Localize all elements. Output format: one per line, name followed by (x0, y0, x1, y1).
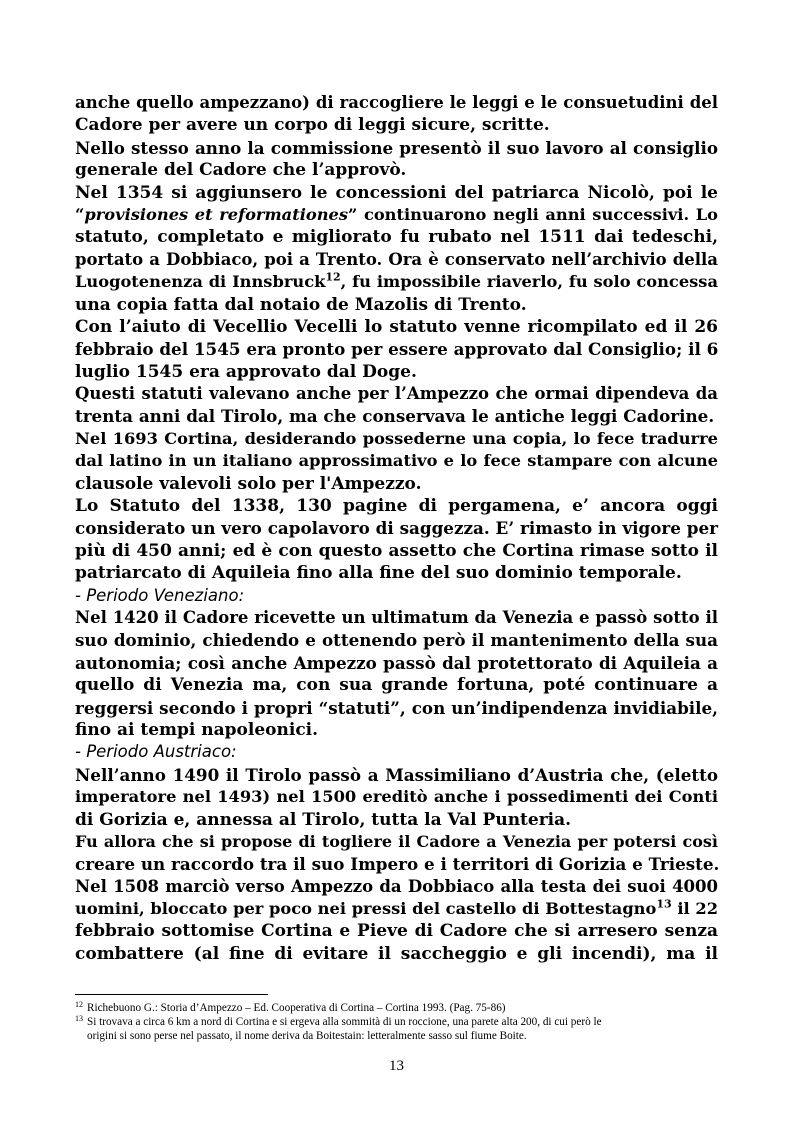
text-line: generale del Cadore che l’approvò. (75, 160, 407, 181)
text-line: Nell’anno 1490 il Tirolo passò a Massimiliano d’Austria che, (eletto (75, 764, 718, 785)
footnote-reference[interactable]: 12 (325, 270, 341, 284)
text-line: suo dominio, chiedendo e ottenendo però il mantenimento della sua (75, 630, 718, 651)
italic-phrase: provisiones et reformationes (84, 204, 349, 224)
page-number: 13 (389, 1058, 404, 1074)
text-line: Questi statuti valevano anche per l’Ampezzo che ormai dipendeva da (75, 384, 718, 404)
text-segment: Luogotenenza di Innsbruck (75, 272, 326, 292)
text-line: febbraio del 1545 era pronto per essere approvato dal Consiglio; il 6 (75, 339, 719, 360)
text-line: quello di Venezia ma, con sua grande fortuna, poté continuare a (75, 675, 718, 696)
text-line: reggersi secondo i propri “statuti”, con un’indipendenza invidiabile, (75, 697, 718, 718)
text-line: anche quello ampezzano) di raccogliere le leggi e le consuetudini del (75, 93, 718, 112)
text-segment: uomini, bloccato per poco nei pressi del castello di Bottestagno (75, 899, 657, 919)
text-line (75, 271, 718, 293)
footnote-text: Si trovava a circa 6 km a nord di Cortina e si ergeva alla sommità di un roccione, una parete alta 200, di cui però le (87, 1016, 602, 1028)
footnotes (75, 1001, 725, 1043)
text-line: una copia fatta dal notaio de Mazolis di Trento. (75, 294, 527, 315)
text-line: clausole valevoli solo per l'Ampezzo. (75, 473, 422, 494)
text-line: Nello stesso anno la commissione presentò il suo lavoro al consiglio (75, 137, 718, 158)
main-text (75, 92, 718, 965)
text-line: Fu allora che si propose di togliere il Cadore a Venezia per potersi così (75, 831, 718, 851)
text-line: Nel 1420 il Cadore ricevette un ultimatum da Venezia e passò sotto il (75, 607, 718, 627)
text-line: Nel 1508 marciò verso Ampezzo da Dobbiaco alla testa dei suoi 4000 (75, 876, 718, 896)
text-line: statuto, completato e migliorato fu rubato nel 1511 dai tedeschi, (75, 227, 718, 248)
footnote-text: Richebuono G.: Storia d’Ampezzo – Ed. Cooperativa di Cortina – Cortina 1993. (Pag. 75-86) (87, 1002, 506, 1014)
text-line: Nel 1354 si aggiunsero le concessioni del patriarca Nicolò, poi le (75, 182, 718, 203)
text-line (75, 898, 718, 920)
text-segment: , fu impossibile riaverlo, fu solo concessa (340, 272, 718, 292)
text-line: luglio 1545 era approvato dal Doge. (75, 361, 417, 382)
text-line: combattere (al fine di evitare il saccheggio e gli incendi), ma il (75, 943, 718, 964)
text-line: Nel 1693 Cortina, desiderando possederne una copia, lo fece tradurre (75, 428, 718, 448)
text-line: Con l’aiuto di Vecellio Vecelli lo statuto venne ricompilato ed il 26 (75, 316, 718, 337)
text-line: creare un raccordo tra il suo Impero e i territori di Gorizia e Trieste. (75, 854, 720, 875)
text-line: trenta anni dal Tirolo, ma che conservava le antiche leggi Cadorine. (75, 406, 715, 427)
text-line: Cadore per avere un corpo di leggi sicure, scritte. (75, 115, 550, 136)
section-heading: - Periodo Veneziano: (75, 585, 245, 605)
text-line: febbraio sottomise Cortina e Pieve di Cadore che si arresero senza (75, 921, 718, 942)
text-line: considerato un vero capolavoro di saggezza. E’ rimasto in vigore per (75, 518, 718, 539)
footnote-number: 12 (75, 1000, 83, 1009)
text-line: imperatore nel 1493) nel 1500 ereditò anche i possedimenti dei Conti (75, 787, 718, 807)
footnote (75, 1015, 725, 1043)
text-line: portato a Dobbiaco, poi a Trento. Ora è conservato nell’archivio della (75, 249, 718, 269)
text-line: dal latino in un italiano approssimativo e lo fece stampare con alcune (75, 451, 718, 471)
footnote-reference[interactable]: 13 (656, 897, 672, 911)
text-segment: “ (75, 204, 85, 224)
text-segment: il 22 (671, 899, 719, 919)
text-line: patriarcato di Aquileia fino alla fine del suo dominio temporale. (75, 563, 682, 584)
text-line: autonomia; così anche Ampezzo passò dal protettorato di Aquileia a (75, 652, 718, 673)
text-line: di Gorizia e, annessa al Tirolo, tutta la Val Punteria. (75, 809, 572, 830)
footnote-text: origini si sono perse nel passato, il nome deriva da Boitestain: letteralmente sasso sul fiume Boite. (87, 1030, 527, 1042)
text-segment: ” continuarono negli anni successivi. Lo (348, 204, 718, 224)
section-heading: - Periodo Austriaco: (75, 742, 237, 762)
text-line: fino ai tempi napoleonici. (75, 719, 319, 740)
text-line: più di 450 anni; ed è con questo assetto che Cortina rimase sotto il (75, 540, 718, 561)
text-line (75, 204, 718, 226)
footnote-number: 13 (75, 1014, 83, 1023)
footnote-separator (75, 994, 268, 995)
text-line: Lo Statuto del 1338, 130 pagine di pergamena, e’ ancora oggi (75, 496, 718, 517)
footnote (75, 1001, 725, 1015)
